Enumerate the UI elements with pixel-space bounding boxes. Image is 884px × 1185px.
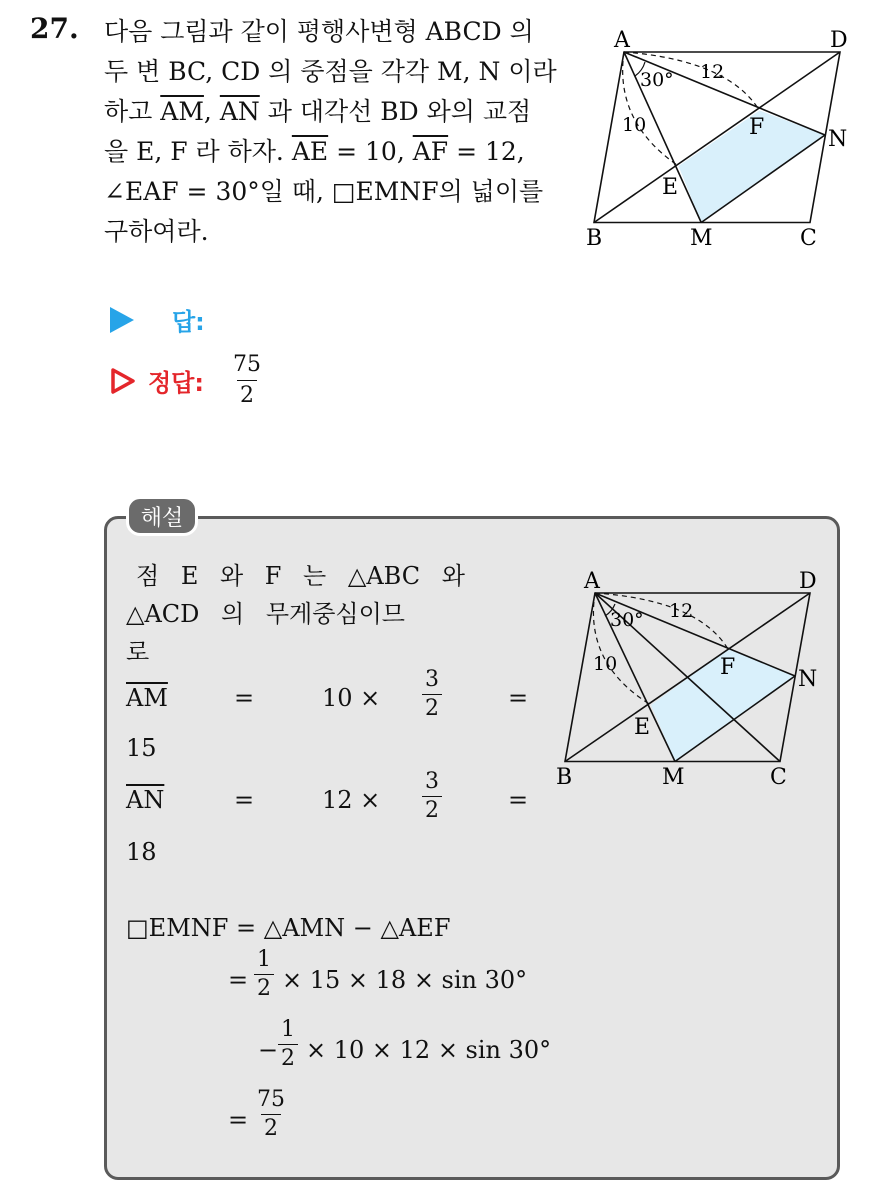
an-frac-den: 2 xyxy=(422,796,442,825)
solution-label-c: C xyxy=(770,765,787,790)
half-1-den: 2 xyxy=(254,974,274,1003)
question-figure xyxy=(578,22,868,254)
solution-label-a: A xyxy=(584,569,600,594)
solution-label-d: D xyxy=(799,569,817,594)
solution-length-af: 12 xyxy=(669,600,694,622)
answer-label: 답: xyxy=(172,308,205,336)
solution-an: $\overline{AN}$ xyxy=(126,786,165,814)
solution-am-fraction xyxy=(422,666,442,723)
answer-blank-row xyxy=(110,302,205,337)
solution-length-ae: 10 xyxy=(593,653,618,675)
text-let: 을 E, F 라 하자. xyxy=(104,137,284,166)
half-2-num: 1 xyxy=(281,1017,295,1042)
correct-answer-label: 정답: xyxy=(148,369,204,397)
solution-half-fraction-2 xyxy=(278,1016,298,1073)
solution-label-b: B xyxy=(556,765,573,790)
eq-ae: = 10, xyxy=(336,137,405,166)
solution-an-result: 18 xyxy=(126,838,157,866)
length-ae-label: 10 xyxy=(622,114,647,136)
play-outline-icon xyxy=(110,367,136,395)
solution-area-head: □EMNF = △AMN − △AEF xyxy=(126,914,451,942)
solution-am: $\overline{AM}$ xyxy=(126,684,168,712)
answer-denominator: 2 xyxy=(237,380,257,411)
text-hago: 하고 xyxy=(104,97,153,126)
label-f: F xyxy=(749,115,765,140)
solution-eq-2: = xyxy=(228,1106,249,1134)
solution-figure xyxy=(552,564,832,790)
segment-ae: $\overline{AE}$ xyxy=(291,137,329,166)
an-frac-num: 3 xyxy=(425,769,439,794)
solution-term-1: × 15 × 18 × sin 30° xyxy=(282,966,528,994)
am-frac-den: 2 xyxy=(422,694,442,723)
label-d: D xyxy=(830,28,848,53)
question-line-2: 두 변 BC, CD 의 중점을 각각 M, N 이라 xyxy=(104,57,557,86)
question-text xyxy=(104,12,557,252)
solution-am-eq2: = xyxy=(508,684,529,712)
label-m: M xyxy=(690,226,713,251)
label-b: B xyxy=(586,226,603,251)
solution-term-2: × 10 × 12 × sin 30° xyxy=(306,1036,552,1064)
solution-line-2: △ACD 의 무게중심이므 xyxy=(126,600,405,628)
solution-an-eq2: = xyxy=(508,786,529,814)
solution-half-fraction-1 xyxy=(254,946,274,1003)
solution-label-f: F xyxy=(720,655,736,680)
solution-am-mul: 10 × xyxy=(322,684,381,712)
half-1-num: 1 xyxy=(257,947,271,972)
solution-line-an xyxy=(595,593,795,676)
question-number: 27. xyxy=(30,12,79,45)
correct-answer-row xyxy=(110,350,264,411)
solution-angle-label: 30° xyxy=(610,609,644,631)
correct-answer-fraction xyxy=(230,350,264,411)
label-e: E xyxy=(662,175,679,200)
eq-af: = 12, xyxy=(456,137,525,166)
question-line-3 xyxy=(104,92,554,132)
result-num: 75 xyxy=(257,1087,285,1112)
half-2-den: 2 xyxy=(278,1044,298,1073)
solution-eq-1: = xyxy=(228,966,249,994)
question-line-5: ∠EAF = 30°일 때, □EMNF의 넓이를 xyxy=(104,177,544,206)
solution-label-m: M xyxy=(662,765,685,790)
length-af-label: 12 xyxy=(700,61,725,83)
solution-label-n: N xyxy=(798,667,818,692)
answer-numerator: 75 xyxy=(232,352,261,377)
solution-result-fraction xyxy=(254,1086,288,1143)
question-line-1: 다음 그림과 같이 평행사변형 ABCD 의 xyxy=(104,17,534,46)
segment-af: $\overline{AF}$ xyxy=(412,137,449,166)
angle-label: 30° xyxy=(640,69,674,91)
result-den: 2 xyxy=(261,1114,281,1143)
solution-line-3: 로 xyxy=(126,638,150,666)
solution-line-1: 점 E 와 F 는 △ABC 와 xyxy=(136,562,465,590)
segment-an: $\overline{AN}$ xyxy=(219,97,260,126)
text-diagonal: 과 대각선 BD 와의 교점 xyxy=(267,97,532,126)
play-filled-icon xyxy=(110,307,134,333)
solution-label-e: E xyxy=(634,715,651,740)
label-a: A xyxy=(614,28,630,53)
solution-an-mul: 12 × xyxy=(322,786,381,814)
comma: , xyxy=(203,97,212,126)
segment-an-line xyxy=(624,52,825,135)
solution-an-fraction xyxy=(422,768,442,825)
solution-am-result: 15 xyxy=(126,734,157,762)
solution-minus: − xyxy=(258,1036,279,1064)
solution-tag: 해설 xyxy=(126,496,198,536)
solution-an-eq: = xyxy=(234,786,255,814)
am-frac-num: 3 xyxy=(425,667,439,692)
segment-am: $\overline{AM}$ xyxy=(160,97,204,126)
label-c: C xyxy=(800,226,817,251)
question-line-6: 구하여라. xyxy=(104,217,209,246)
question-line-4 xyxy=(104,132,554,172)
label-n: N xyxy=(828,127,848,152)
solution-am-eq: = xyxy=(234,684,255,712)
